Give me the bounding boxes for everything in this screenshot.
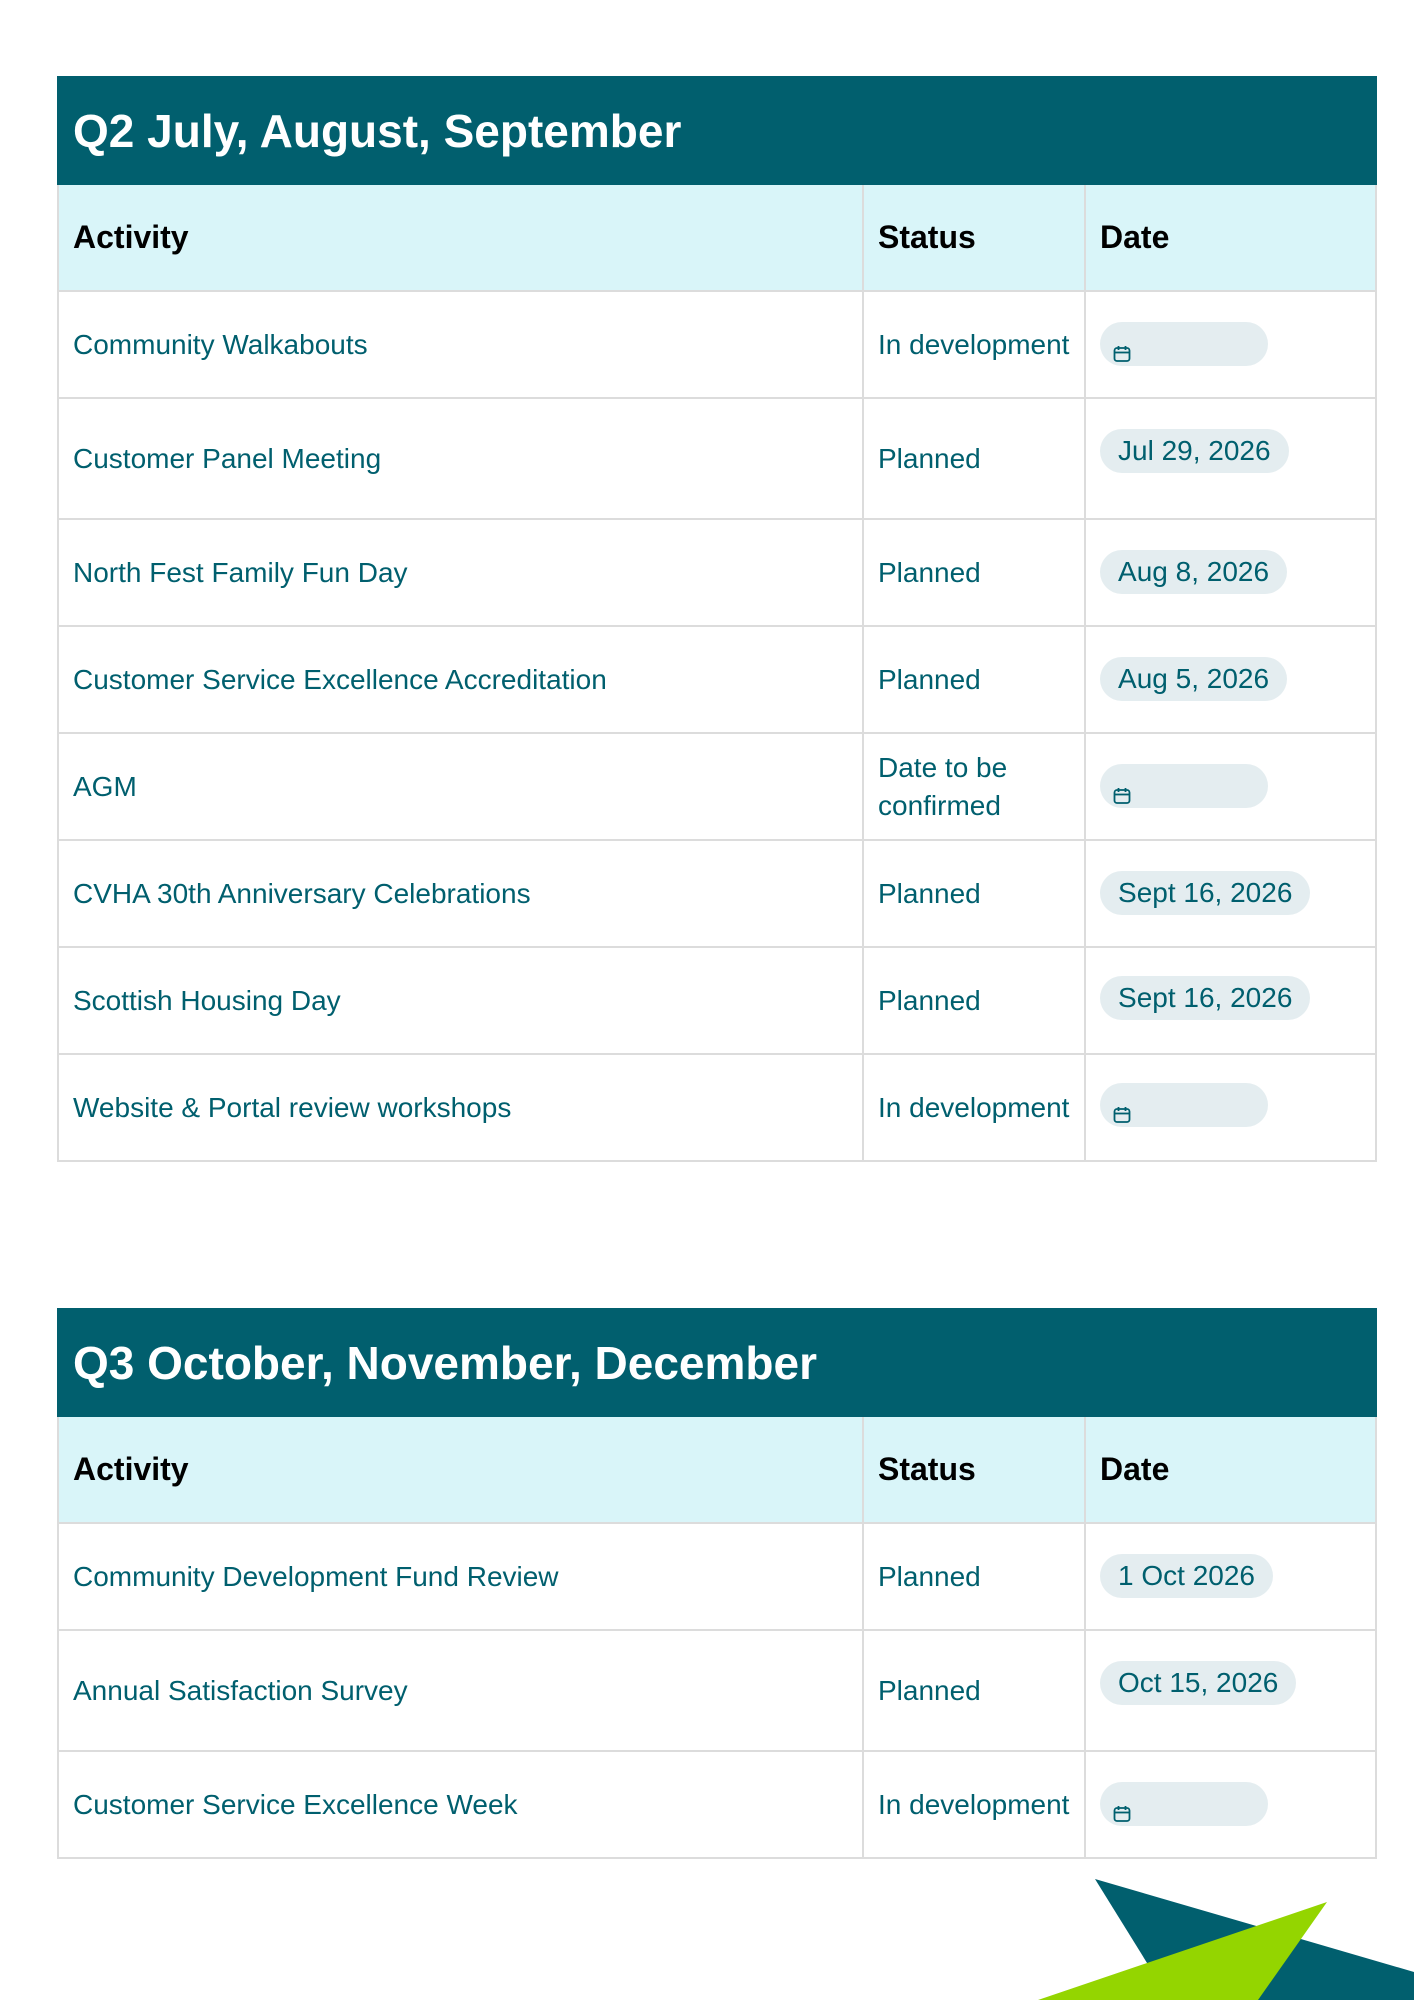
status-cell: In development [863, 1054, 1085, 1161]
status-cell: Planned [863, 519, 1085, 626]
activity-cell: Customer Service Excellence Accreditation [58, 626, 863, 733]
activity-cell: Community Walkabouts [58, 291, 863, 398]
activity-cell: Customer Panel Meeting [58, 398, 863, 519]
activity-cell: Scottish Housing Day [58, 947, 863, 1054]
status-header: Status [863, 184, 1085, 291]
date-header: Date [1085, 184, 1376, 291]
activity-cell: Website & Portal review workshops [58, 1054, 863, 1161]
status-cell: Planned [863, 398, 1085, 519]
status-cell: In development [863, 1751, 1085, 1858]
activity-header: Activity [58, 1416, 863, 1523]
activity-cell: AGM [58, 733, 863, 840]
date-chip[interactable]: Jul 29, 2026 [1100, 429, 1289, 473]
activity-cell: Annual Satisfaction Survey [58, 1630, 863, 1751]
date-chip[interactable]: Sept 16, 2026 [1100, 976, 1310, 1020]
status-cell: Date to be confirmed [863, 733, 1085, 840]
date-chip[interactable]: Aug 8, 2026 [1100, 550, 1287, 594]
section-title: Q3 October, November, December [58, 1309, 1085, 1416]
date-chip[interactable]: Aug 5, 2026 [1100, 657, 1287, 701]
activity-cell: Community Development Fund Review [58, 1523, 863, 1630]
status-cell: Planned [863, 1630, 1085, 1751]
date-chip[interactable]: 1 Oct 2026 [1100, 1554, 1273, 1598]
date-chip[interactable]: Oct 15, 2026 [1100, 1661, 1296, 1705]
activity-header: Activity [58, 184, 863, 291]
status-cell: Planned [863, 840, 1085, 947]
section-title: Q2 July, August, September [58, 77, 1085, 184]
activity-cell: CVHA 30th Anniversary Celebrations [58, 840, 863, 947]
status-cell: In development [863, 291, 1085, 398]
status-cell: Planned [863, 1523, 1085, 1630]
date-chip[interactable]: Sept 16, 2026 [1100, 871, 1310, 915]
status-cell: Planned [863, 626, 1085, 733]
status-cell: Planned [863, 947, 1085, 1054]
activity-cell: Customer Service Excellence Week [58, 1751, 863, 1858]
date-header: Date [1085, 1416, 1376, 1523]
status-header: Status [863, 1416, 1085, 1523]
activity-cell: North Fest Family Fun Day [58, 519, 863, 626]
